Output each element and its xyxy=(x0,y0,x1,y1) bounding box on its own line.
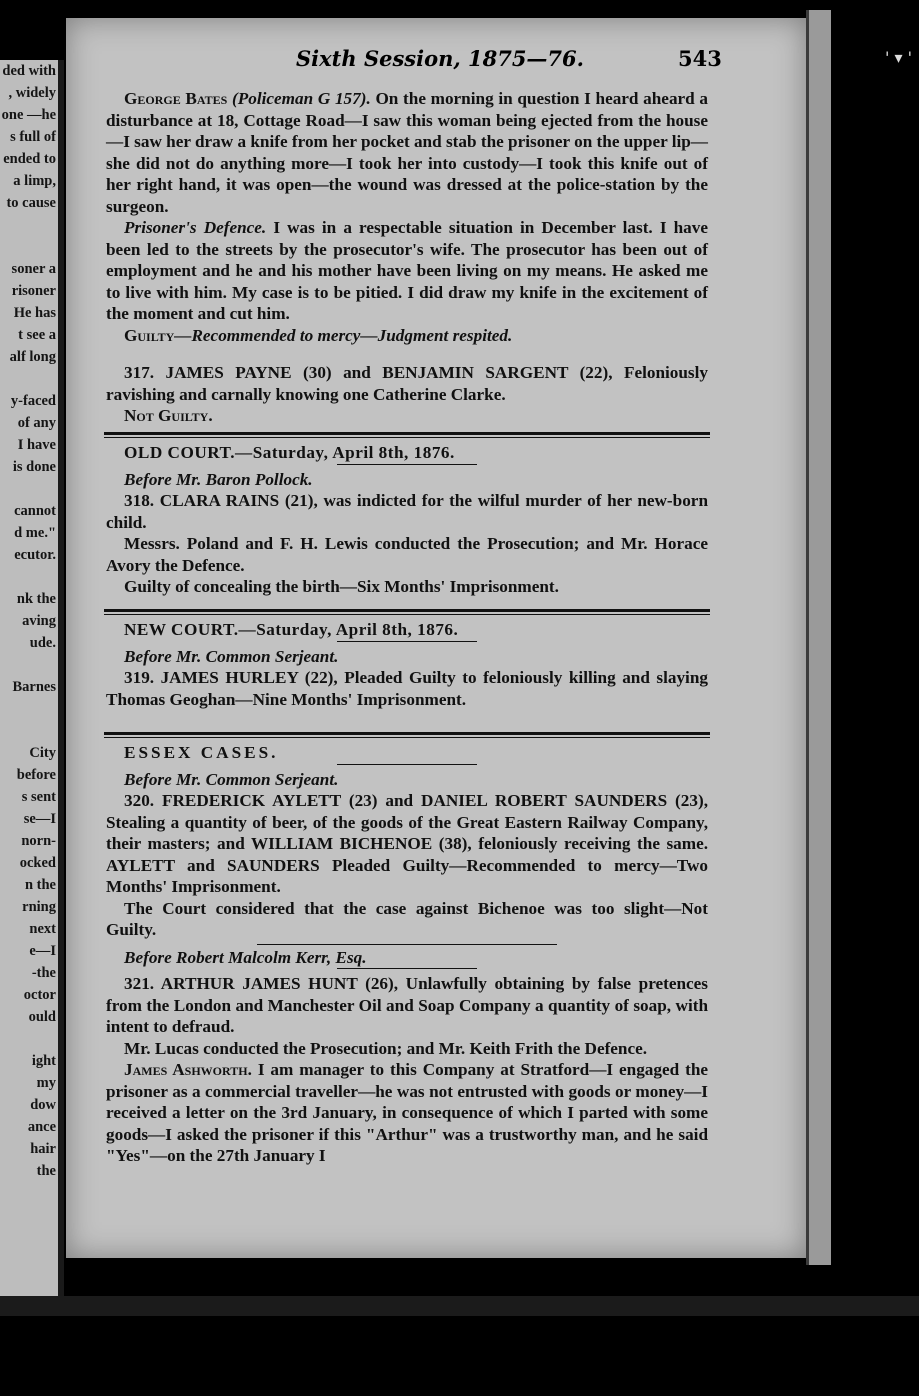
left-page-fragment: He has xyxy=(13,305,56,321)
left-page-fragment: ude. xyxy=(29,635,56,651)
left-page-fragment: ded with xyxy=(2,63,56,79)
bottom-band xyxy=(0,1296,919,1316)
case-317-text: 317. JAMES PAYNE (30) and BENJAMIN SARGENT (22), Feloniously ravishing and carnally knowing one Catherine Clarke. xyxy=(106,363,708,404)
left-page-fragment xyxy=(0,1028,58,1050)
old-court-judge: Before Mr. Baron Pollock. xyxy=(124,469,313,489)
essex-judge: Before Mr. Common Serjeant. xyxy=(124,769,339,789)
corner-mark: ' ▾ ' xyxy=(885,48,912,67)
left-page-fragment: n the xyxy=(24,877,56,893)
section-rule xyxy=(104,432,710,438)
left-page-fragment: next xyxy=(29,921,56,937)
case-321-text: 321. ARTHUR JAMES HUNT (26), Unlawfully obtaining by false pretences from the London and Manchester Oil and Soap Company a quantity of soap, with intent to defraud. xyxy=(106,974,708,1036)
case-317-verdict: Not Guilty. xyxy=(124,406,213,425)
left-page-fragment xyxy=(0,478,58,500)
case-320-text: 320. FREDERICK AYLETT (23) and DANIEL ROBERT SAUNDERS (23), Stealing a quantity of beer, of the goods of the Great Eastern Railway Company, their masters; and WILLIAM BICHENOE (38), feloniously receiving the same. AYLETT and SAUNDERS Pleaded Guilty—Recommended to mercy—Two Months' Imprisonment. xyxy=(106,791,708,896)
essex-heading: ESSEX CASES. xyxy=(124,743,279,762)
old-court-heading: OLD COURT.—Saturday, April 8th, 1876. xyxy=(124,443,455,462)
left-page-fragment xyxy=(0,654,58,676)
left-page-fragment xyxy=(0,368,58,390)
left-page-fragment: before xyxy=(16,767,56,783)
new-court-section xyxy=(106,619,708,710)
witness-name-ashworth: James Ashworth. xyxy=(124,1060,252,1079)
left-page-fragment: one —he xyxy=(1,107,56,123)
left-page-fragment: ocked xyxy=(19,855,56,871)
section-rule xyxy=(104,732,710,738)
verdict-a xyxy=(106,325,708,347)
left-page-fragment: octor xyxy=(23,987,56,1003)
left-page-fragment: is done xyxy=(12,459,56,475)
left-page-fragment xyxy=(0,566,58,588)
left-page-fragment: d me." xyxy=(14,525,56,541)
prisoner-defence xyxy=(106,217,708,325)
case-317 xyxy=(106,362,708,427)
old-court-section xyxy=(106,442,708,598)
testimony-text: On the morning in question I heard aheard a disturbance at 18, Cottage Road—I saw this woman being ejected from the house—I saw her draw a knife from her pocket and stab the prisoner on the upper lip—she did not do anything more—I took her into custody—I took this knife out of her right hand, it was open—the wound was dressed at the police-station by the surgeon. xyxy=(106,89,708,216)
court-note: The Court considered that the case against Bichenoe was too slight—Not Guilty. xyxy=(106,898,708,939)
left-page-fragment: hair xyxy=(30,1141,56,1157)
new-court-heading: NEW COURT.—Saturday, April 8th, 1876. xyxy=(124,620,459,639)
left-page-fragment: se—I xyxy=(23,811,56,827)
left-page-fragment: the xyxy=(36,1163,56,1179)
short-rule xyxy=(257,944,557,945)
case-318-counsel: Messrs. Poland and F. H. Lewis conducted the Prosecution; and Mr. Horace Avory the Defence. xyxy=(106,534,708,575)
witness-name: George Bates xyxy=(124,89,228,108)
witness-detail: (Policeman G 157). xyxy=(232,89,371,108)
left-page-fragment: Barnes xyxy=(12,679,56,695)
section-rule xyxy=(104,609,710,615)
left-page-fragment: -the xyxy=(31,965,56,981)
left-page-fragment: risoner xyxy=(11,283,56,299)
short-rule xyxy=(337,641,477,642)
defence-label: Prisoner's Defence. xyxy=(124,218,267,237)
short-rule xyxy=(337,968,477,969)
bates-testimony xyxy=(106,88,708,217)
left-page-fragment: aving xyxy=(22,613,56,629)
left-page-fragment: alf long xyxy=(9,349,56,365)
verdict-rest: —Recommended to mercy—Judgment respited. xyxy=(174,326,513,345)
left-page-fragment: nk the xyxy=(16,591,56,607)
left-page-fragment: my xyxy=(36,1075,56,1091)
new-court-judge: Before Mr. Common Serjeant. xyxy=(124,646,339,666)
page-edge xyxy=(806,10,831,1265)
left-page-fragment: y-faced xyxy=(10,393,56,409)
case-318-verdict: Guilty of concealing the birth—Six Months' Imprisonment. xyxy=(124,577,559,596)
page-number: 543 xyxy=(678,46,722,71)
essex-judge-2: Before Robert Malcolm Kerr, Esq. xyxy=(124,947,367,967)
left-page-fragment: City xyxy=(29,745,56,761)
left-page-fragment: s full of xyxy=(10,129,56,145)
facing-left-page xyxy=(0,60,64,1300)
left-page-fragment: I have xyxy=(17,437,56,453)
case-318-text: 318. CLARA RAINS (21), was indicted for the wilful murder of her new-born child. xyxy=(106,491,708,532)
left-page-fragment: rning xyxy=(22,899,56,915)
left-page-fragment: ould xyxy=(28,1009,56,1025)
short-rule xyxy=(337,764,477,765)
document-page xyxy=(66,18,806,1258)
left-page-fragment xyxy=(0,214,58,236)
left-page-fragment xyxy=(0,236,58,258)
left-page-fragment: ight xyxy=(31,1053,56,1069)
left-page-fragment: to cause xyxy=(6,195,56,211)
left-page-fragment: of any xyxy=(17,415,56,431)
left-page-fragment xyxy=(0,698,58,720)
left-page-fragment: norn- xyxy=(21,833,56,849)
left-page-fragment: e—I xyxy=(29,943,56,959)
left-page-fragment: ended to xyxy=(3,151,56,167)
verdict-guilty: Guilty xyxy=(124,326,175,345)
running-head-title: Sixth Session, 1875—76. xyxy=(296,46,584,71)
defence-text: I was in a respectable situation in December last. I have been led to the streets by the prosecutor's wife. The prosecutor has been out of employment and he and his mother have been living on my means. He asked me to live with him. My case is to be pitied. I did draw my knife in the excitement of the moment and cut him. xyxy=(106,218,708,323)
essex-section xyxy=(106,742,708,1167)
left-page-fragment xyxy=(0,720,58,742)
left-page-fragment: cannot xyxy=(14,503,56,519)
left-page-fragment: soner a xyxy=(11,261,56,277)
case-321-counsel: Mr. Lucas conducted the Prosecution; and Mr. Keith Frith the Defence. xyxy=(124,1038,648,1058)
left-page-fragment: a limp, xyxy=(13,173,56,189)
left-page-fragment: t see a xyxy=(18,327,56,343)
left-page-fragment: ance xyxy=(27,1119,56,1135)
left-page-fragment: ecutor. xyxy=(14,547,56,563)
short-rule xyxy=(337,464,477,465)
ashworth-testimony: I am manager to this Company at Stratford—I engaged the prisoner as a commercial traveller—he was not entrusted with goods or money—I received a letter on the 3rd January, in consequence of which I parted with some goods—I asked the prisoner if this "Arthur" was a trustworthy man, and he said "Yes"—on the 27th January I xyxy=(106,1060,709,1165)
left-page-fragment: s sent xyxy=(21,789,56,805)
left-page-fragment: , widely xyxy=(8,85,56,101)
left-page-fragment: dow xyxy=(30,1097,56,1113)
case-319-text: 319. JAMES HURLEY (22), Pleaded Guilty to feloniously killing and slaying Thomas Geoghan—Nine Months' Imprisonment. xyxy=(106,668,708,709)
running-head xyxy=(66,46,806,76)
